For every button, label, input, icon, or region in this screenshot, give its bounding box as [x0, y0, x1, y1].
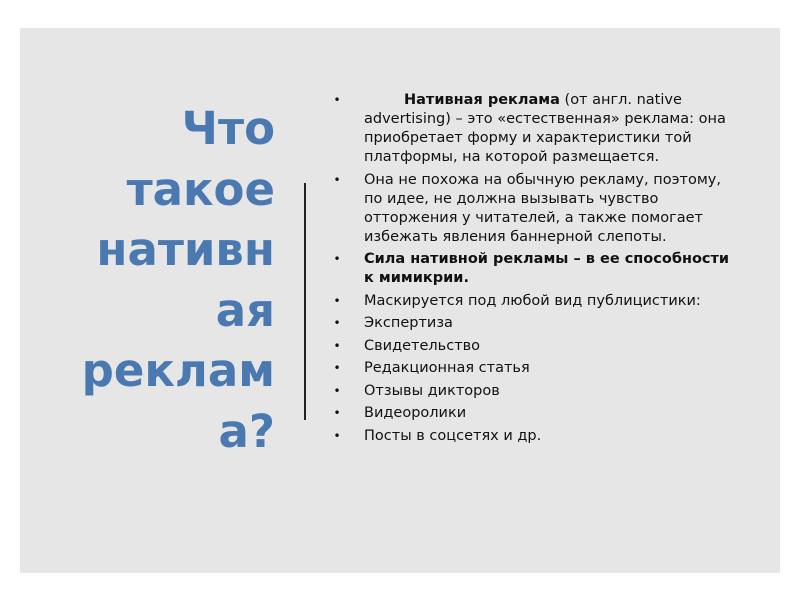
bullet-icon: •: [333, 252, 341, 266]
bullet-text: Посты в соцсетях и др.: [364, 427, 542, 444]
bullet-icon: •: [333, 338, 341, 353]
bullet-item: [332, 337, 742, 356]
bullet-bold-lead: Нативная реклама: [404, 92, 560, 108]
bullet-icon: •: [333, 316, 341, 330]
bullet-icon: •: [333, 383, 341, 398]
bullet-icon: •: [333, 293, 341, 308]
title-line: нативн: [96, 223, 275, 276]
bullet-text: Она не похожа на обычную рекламу, поэтому, по идее, не должна вызывать чувство отторжения у читателей, а также помогает избежать явления баннерной слепоты.: [364, 171, 721, 245]
slide-title: [40, 99, 275, 462]
bullet-icon: •: [333, 361, 341, 375]
title-line: такое: [126, 162, 275, 216]
bullet-item: [332, 427, 742, 446]
bullet-text: Маскируется под любой вид публицистики:: [364, 292, 701, 309]
bullet-text: Свидетельство: [364, 337, 481, 354]
bullet-text: Отзывы дикторов: [364, 382, 500, 399]
bullet-list: [332, 91, 742, 449]
bullet-item: [332, 171, 742, 247]
bullet-text: Экспертиза: [364, 315, 453, 331]
title-line: а?: [218, 404, 275, 458]
bullet-text: Видеоролики: [364, 405, 467, 421]
bullet-text: Редакционная статья: [364, 360, 530, 376]
bullet-item: [332, 250, 742, 288]
vertical-divider: [304, 183, 306, 420]
bullet-text: (от англ. native advertising) – это «естественная» реклама: она приобретает форму и характеристики той платформы, на которой размещается.: [364, 92, 726, 165]
title-line: Что: [181, 102, 275, 155]
bullet-icon: •: [333, 172, 341, 187]
bullet-icon: •: [333, 93, 341, 107]
bullet-item: [332, 404, 742, 423]
title-line: ая: [215, 283, 275, 337]
bullet-item: [332, 292, 742, 311]
bullet-item: [332, 382, 742, 401]
bullet-item: [332, 359, 742, 378]
bullet-icon: •: [333, 428, 341, 443]
title-line: реклам: [81, 344, 275, 397]
bullet-item: [332, 314, 742, 333]
bullet-item: [332, 91, 742, 167]
bullet-text: Сила нативной рекламы – в ее способности к мимикрии.: [364, 251, 730, 286]
bullet-icon: •: [333, 406, 341, 420]
